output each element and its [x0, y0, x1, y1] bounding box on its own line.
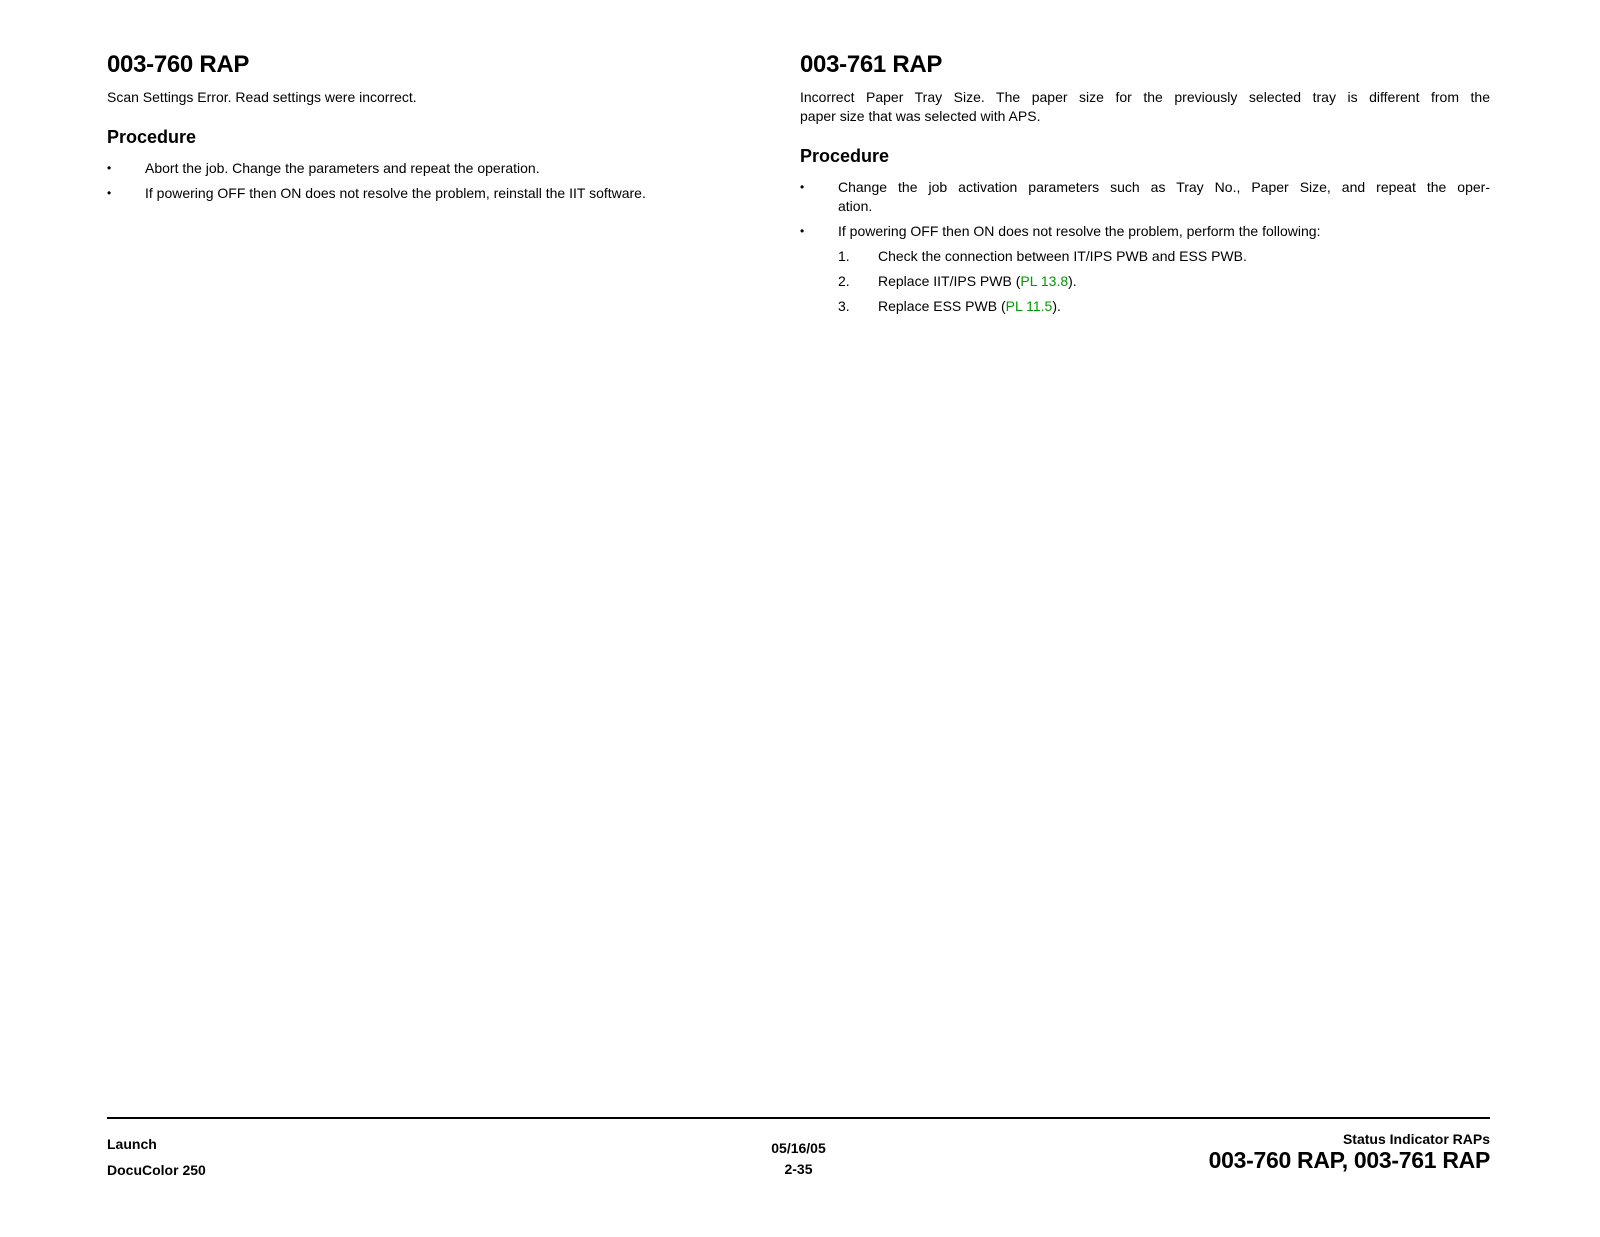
list-item — [800, 178, 1490, 216]
section-description-003-761 — [800, 88, 1490, 126]
bullet-icon: • — [107, 186, 112, 200]
list-item — [107, 184, 745, 203]
step-text-post: ). — [1052, 298, 1061, 314]
step-text-pre: Replace IIT/IPS PWB ( — [878, 273, 1021, 289]
footer-left-block — [107, 1131, 568, 1183]
bullet-icon: • — [107, 161, 112, 175]
footer-launch-label: Launch — [107, 1136, 157, 1152]
page-footer — [107, 1117, 1490, 1183]
step-number: 3. — [838, 298, 850, 314]
procedure-heading-003-760: Procedure — [107, 127, 197, 147]
step-text — [878, 247, 1490, 266]
list-item — [800, 222, 1490, 241]
step-text-pre: Replace ESS PWB ( — [878, 298, 1006, 314]
step-text-post: ). — [1068, 273, 1077, 289]
bullet-text-line: Change the job activation parameters such as Tray No., Paper Size, and repeat the oper- — [838, 179, 1490, 195]
footer-center-block — [568, 1131, 1029, 1183]
footer-page-number: 2-35 — [784, 1161, 813, 1177]
procedure-bullet-list-003-760 — [107, 159, 745, 203]
footer-chapter-title: Status Indicator RAPs — [1342, 1131, 1490, 1147]
section-003-760-rap — [107, 53, 745, 322]
list-item — [107, 159, 745, 178]
bullet-text — [838, 178, 1490, 216]
pl-11-5-reference-link[interactable]: PL 11.5 — [1005, 298, 1053, 314]
section-003-761-rap — [800, 53, 1490, 322]
step-number: 1. — [838, 248, 850, 264]
bullet-icon: • — [800, 224, 805, 238]
content-columns — [107, 53, 1490, 322]
footer-product-name: DocuColor 250 — [107, 1162, 206, 1178]
step-item — [838, 272, 1490, 291]
footer-right-block — [1029, 1131, 1490, 1183]
bullet-text: If powering OFF then ON does not resolve the problem, perform the following: — [838, 223, 1321, 239]
description-line: Incorrect Paper Tray Size. The paper size for the previously selected tray is different from the — [800, 89, 1490, 105]
bullet-text: If powering OFF then ON does not resolve the problem, reinstall the IIT software. — [145, 185, 646, 201]
step-number: 2. — [838, 273, 850, 289]
step-text — [878, 272, 1490, 291]
bullet-icon: • — [800, 180, 805, 194]
pl-13-8-reference-link[interactable]: PL 13.8 — [1020, 273, 1069, 289]
section-description-003-760: Scan Settings Error. Read settings were incorrect. — [107, 89, 417, 105]
procedure-heading-003-761: Procedure — [800, 146, 890, 166]
numbered-step-list — [838, 247, 1490, 316]
procedure-bullet-list-003-761 — [800, 178, 1490, 241]
step-item — [838, 247, 1490, 266]
step-text-pre: Check the connection between IT/IPS PWB and ESS PWB. — [878, 248, 1247, 264]
step-text — [878, 297, 1490, 316]
bullet-text: Abort the job. Change the parameters and repeat the operation. — [145, 160, 540, 176]
section-title-003-760: 003-760 RAP — [107, 51, 250, 78]
bullet-text-line: ation. — [838, 198, 873, 214]
footer-date: 05/16/05 — [771, 1140, 826, 1156]
section-title-003-761: 003-761 RAP — [800, 51, 943, 78]
description-line: paper size that was selected with APS. — [800, 108, 1041, 124]
footer-rap-titles: 003-760 RAP, 003-761 RAP — [1208, 1147, 1490, 1173]
step-item — [838, 297, 1490, 316]
